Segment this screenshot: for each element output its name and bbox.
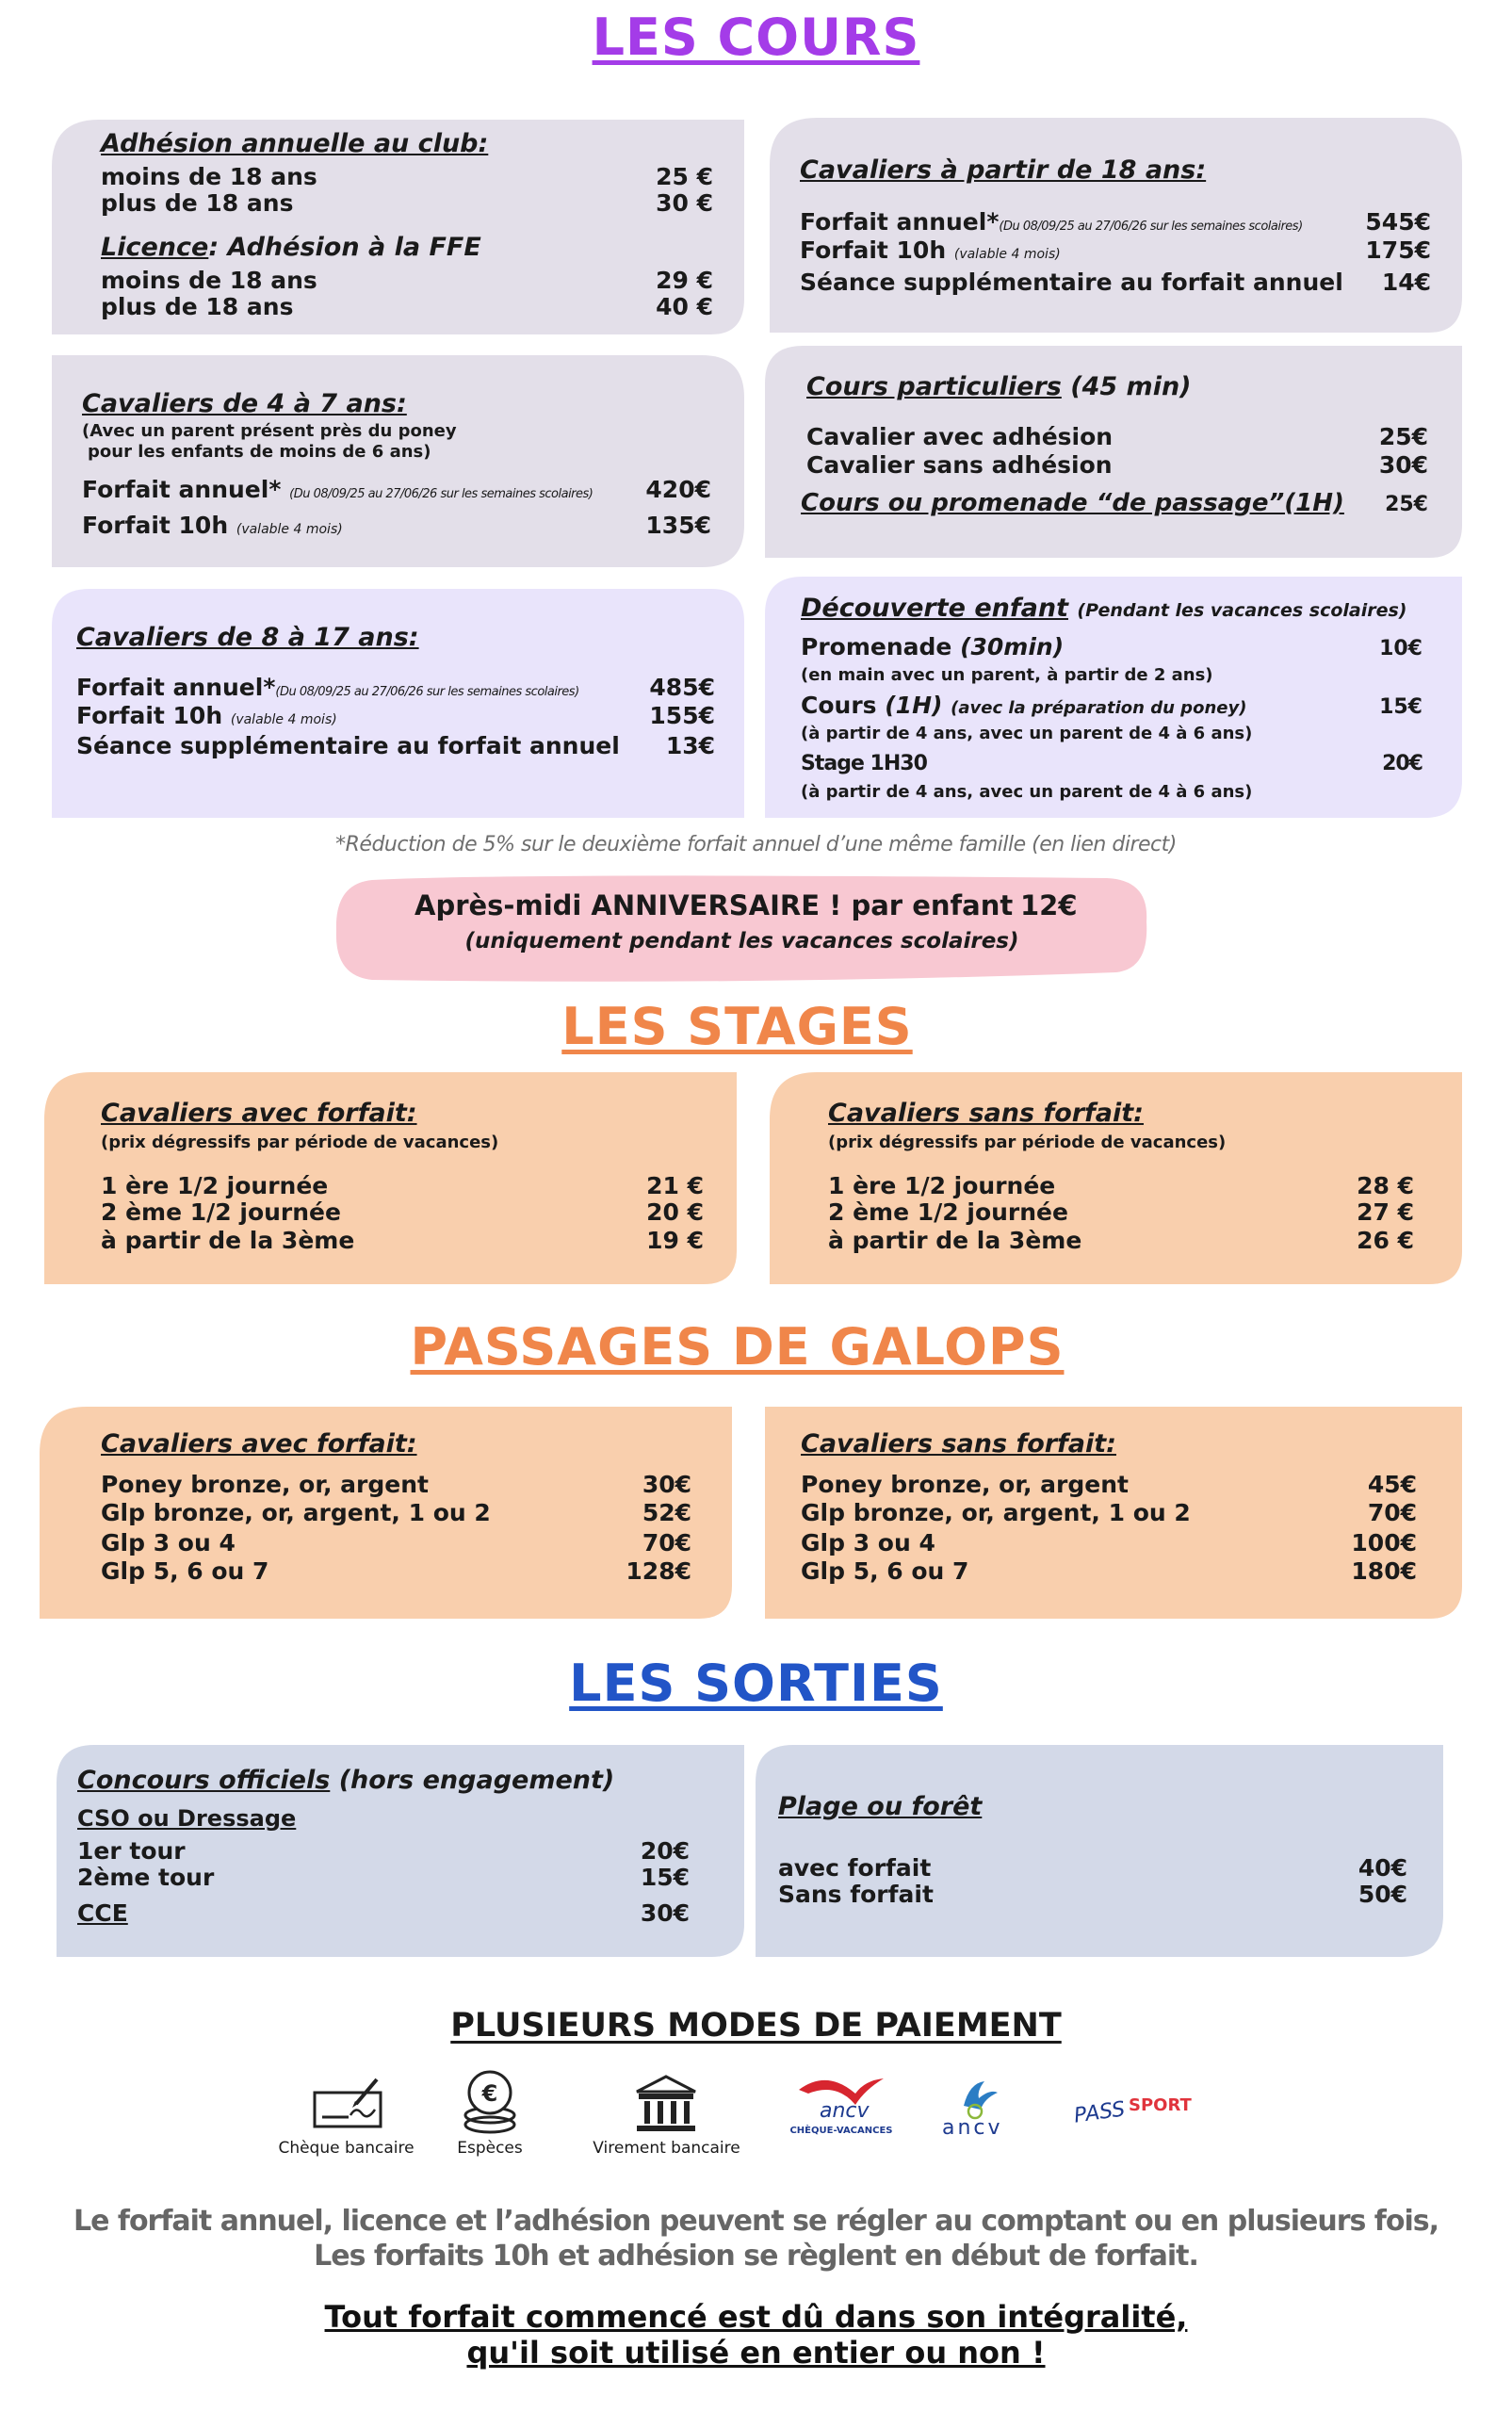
galops-avec-row: Glp 5, 6 ou 7 128€ xyxy=(101,1557,691,1585)
galops-sans-row: Poney bronze, or, argent 45€ xyxy=(801,1471,1417,1498)
cavaliers-8-17-forfait-row: Forfait annuel*(Du 08/09/25 au 27/06/26 sur les semaines scolaires) 485€ xyxy=(76,674,715,701)
cavaliers-4-7-box xyxy=(52,355,744,567)
anniversaire-note: (uniquement pendant les vacances scolaires) xyxy=(464,929,1019,953)
decouverte-cours-note: (à partir de 4 ans, avec un parent de 4 à 6 ans) xyxy=(801,724,1253,743)
plage-row: avec forfait 40€ xyxy=(778,1854,1407,1882)
galops-sans-row: Glp bronze, or, argent, 1 ou 2 70€ xyxy=(801,1499,1417,1526)
adhesion-row: moins de 18 ans 25 € xyxy=(101,163,713,190)
cours-particuliers-row: Cavalier avec adhésion 25€ xyxy=(806,423,1428,450)
stages-sans-box xyxy=(770,1072,1462,1284)
decouverte-cours-row: Cours (1H) (avec la préparation du poney) 15€ xyxy=(801,692,1423,719)
licence-row: moins de 18 ans 29 € xyxy=(101,267,713,294)
cheque-label: Chèque bancaire xyxy=(278,2139,415,2158)
cours-passage-row: Cours ou promenade “de passage”(1H) 25€ xyxy=(801,489,1428,517)
cavaliers-4-7-note: pour les enfants de moins de 6 ans) xyxy=(88,442,431,462)
stages-avec-row: 1 ère 1/2 journée 21 € xyxy=(101,1172,704,1199)
stages-avec-heading: Cavaliers avec forfait: xyxy=(101,1099,417,1128)
cavaliers-18-forfait-row: Forfait annuel*(Du 08/09/25 au 27/06/26 sur les semaines scolaires) 545€ xyxy=(800,208,1431,236)
stages-sans-heading: Cavaliers sans forfait: xyxy=(828,1099,1144,1128)
cavaliers-8-17-sup-row: Séance supplémentaire au forfait annuel 13€ xyxy=(76,732,715,759)
cavaliers-18-box xyxy=(770,118,1462,333)
decouverte-box xyxy=(765,577,1462,818)
footer-line-4: qu'il soit utilisé en entier ou non ! xyxy=(466,2335,1046,2371)
title-les-sorties: LES SORTIES xyxy=(569,1654,943,1713)
title-les-cours: LES COURS xyxy=(592,8,920,67)
anniversaire-box xyxy=(334,874,1149,982)
cours-particuliers-heading: Cours particuliers (45 min) xyxy=(806,372,1192,401)
galops-avec-row: Poney bronze, or, argent 30€ xyxy=(101,1471,691,1498)
pass-sport-logo-pass: PASS xyxy=(1072,2097,1127,2128)
decouverte-promenade-note: (en main avec un parent, à partir de 2 ans) xyxy=(801,665,1213,685)
galops-sans-box xyxy=(765,1407,1462,1619)
stages-avec-note: (prix dégressifs par période de vacances) xyxy=(101,1133,499,1152)
stages-sans-row: à partir de la 3ème 26 € xyxy=(828,1227,1414,1254)
especes-label: Espèces xyxy=(457,2139,523,2158)
plage-row: Sans forfait 50€ xyxy=(778,1881,1407,1908)
concours-heading: Concours officiels (hors engagement) xyxy=(77,1766,615,1795)
decouverte-heading: Découverte enfant (Pendant les vacances scolaires) xyxy=(801,594,1407,623)
stages-sans-row: 2 ème 1/2 journée 27 € xyxy=(828,1198,1414,1226)
coins-icon xyxy=(460,2068,520,2134)
galops-avec-heading: Cavaliers avec forfait: xyxy=(101,1429,417,1459)
decouverte-stage-row: Stage 1H30 20€ xyxy=(801,752,1423,775)
concours-cso-label: CSO ou Dressage xyxy=(77,1805,297,1832)
galops-avec-box xyxy=(40,1407,732,1619)
stages-sans-row: 1 ère 1/2 journée 28 € xyxy=(828,1172,1414,1199)
title-paiement: PLUSIEURS MODES DE PAIEMENT xyxy=(450,2007,1062,2045)
footer-line-3: Tout forfait commencé est dû dans son intégralité, xyxy=(324,2299,1188,2335)
cavaliers-8-17-heading: Cavaliers de 8 à 17 ans: xyxy=(76,623,419,652)
concours-cce-row: CCE 30€ xyxy=(77,1899,690,1927)
licence-heading: Licence: Adhésion à la FFE xyxy=(101,233,481,262)
bank-icon xyxy=(633,2073,699,2133)
ancv-sport-text: ancv xyxy=(942,2116,1003,2140)
cheque-icon xyxy=(311,2076,386,2132)
cavaliers-4-7-heading: Cavaliers de 4 à 7 ans: xyxy=(82,389,407,418)
concours-box xyxy=(57,1745,744,1957)
decouverte-stage-note: (à partir de 4 ans, avec un parent de 4 à 6 ans) xyxy=(801,782,1253,802)
title-passages-de-galops: PASSAGES DE GALOPS xyxy=(410,1317,1065,1377)
galops-avec-row: Glp bronze, or, argent, 1 ou 2 52€ xyxy=(101,1499,691,1526)
adhesion-row: plus de 18 ans 30 € xyxy=(101,189,713,217)
plage-box xyxy=(756,1745,1443,1957)
svg-text:€: € xyxy=(481,2080,498,2107)
stages-avec-row: à partir de la 3ème 19 € xyxy=(101,1227,704,1254)
concours-row: 1er tour 20€ xyxy=(77,1837,690,1865)
decouverte-promenade-row: Promenade (30min) 10€ xyxy=(801,633,1423,660)
cavaliers-4-7-f10-row: Forfait 10h (valable 4 mois) 135€ xyxy=(82,512,711,539)
cavaliers-18-sup-row: Séance supplémentaire au forfait annuel 14€ xyxy=(800,269,1431,296)
pass-sport-logo-sport: SPORT xyxy=(1129,2095,1192,2115)
cavaliers-4-7-note: (Avec un parent présent près du poney xyxy=(82,421,457,441)
title-les-stages: LES STAGES xyxy=(561,997,913,1056)
cavaliers-8-17-f10-row: Forfait 10h (valable 4 mois) 155€ xyxy=(76,702,715,729)
ancv-logo-text: ancv xyxy=(820,2099,870,2123)
cours-particuliers-row: Cavalier sans adhésion 30€ xyxy=(806,451,1428,479)
galops-sans-row: Glp 5, 6 ou 7 180€ xyxy=(801,1557,1417,1585)
stages-avec-row: 2 ème 1/2 journée 20 € xyxy=(101,1198,704,1226)
anniversaire-price: 12€ xyxy=(1020,889,1078,921)
footer-line-2: Les forfaits 10h et adhésion se règlent en début de forfait. xyxy=(314,2240,1198,2273)
reduction-note: *Réduction de 5% sur le deuxième forfait annuel d’une même famille (en lien direct) xyxy=(335,833,1177,856)
galops-sans-row: Glp 3 ou 4 100€ xyxy=(801,1529,1417,1556)
adhesion-box xyxy=(52,120,744,334)
galops-sans-heading: Cavaliers sans forfait: xyxy=(801,1429,1116,1459)
concours-row: 2ème tour 15€ xyxy=(77,1864,690,1891)
cavaliers-18-f10-row: Forfait 10h (valable 4 mois) 175€ xyxy=(800,236,1431,264)
anniversaire-line: Après-midi ANNIVERSAIRE ! par enfant xyxy=(415,889,1014,921)
stages-avec-box xyxy=(44,1072,737,1284)
adhesion-heading: Adhésion annuelle au club: xyxy=(101,129,489,158)
galops-avec-row: Glp 3 ou 4 70€ xyxy=(101,1529,691,1556)
cavaliers-18-heading: Cavaliers à partir de 18 ans: xyxy=(800,155,1207,185)
plage-heading: Plage ou forêt xyxy=(778,1792,983,1821)
cavaliers-4-7-forfait-row: Forfait annuel* (Du 08/09/25 au 27/06/26 sur les semaines scolaires) 420€ xyxy=(82,476,711,503)
stages-sans-note: (prix dégressifs par période de vacances) xyxy=(828,1133,1227,1152)
virement-label: Virement bancaire xyxy=(593,2139,740,2158)
ancv-logo-subtext: CHÈQUE-VACANCES xyxy=(789,2126,893,2136)
footer-line-1: Le forfait annuel, licence et l’adhésion peuvent se régler au comptant ou en plusieurs fois, xyxy=(73,2205,1439,2238)
plage-box-bg xyxy=(756,1745,1443,1957)
ancv-sport-logo xyxy=(947,2078,1003,2120)
cavaliers-8-17-box xyxy=(52,589,744,818)
licence-row: plus de 18 ans 40 € xyxy=(101,293,713,320)
cours-particuliers-box xyxy=(765,346,1462,558)
